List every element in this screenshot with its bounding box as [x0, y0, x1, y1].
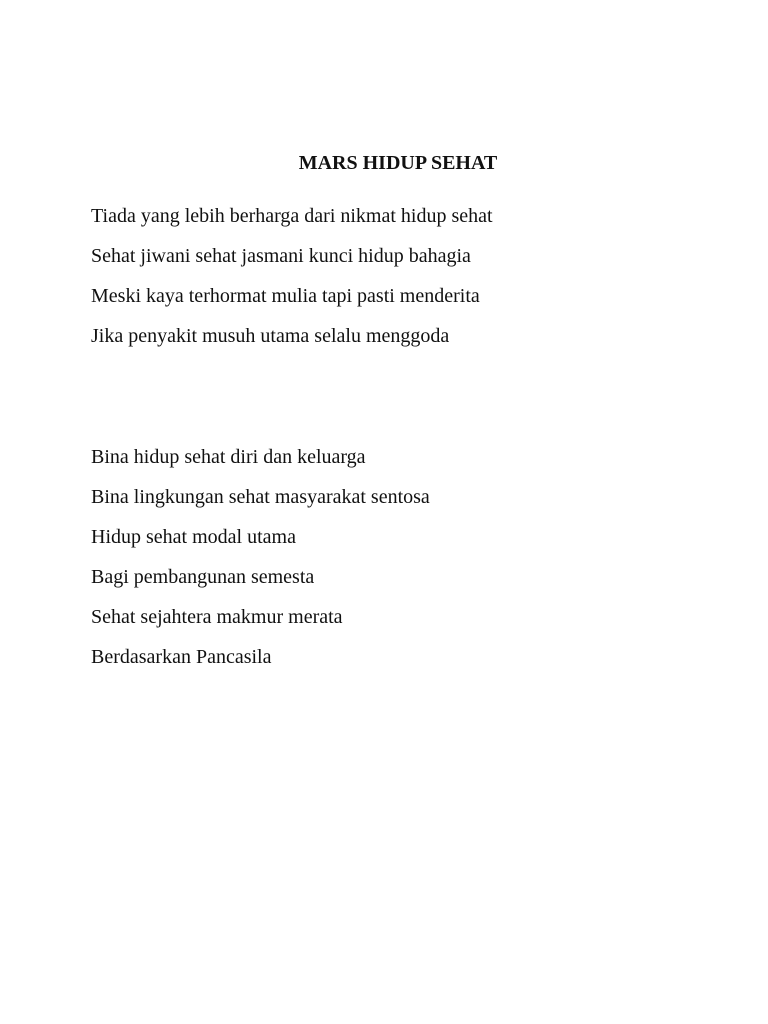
document-title: MARS HIDUP SEHAT: [298, 152, 498, 174]
lyric-line: Sehat jiwani sehat jasmani kunci hidup bahagia: [91, 245, 471, 267]
lyric-line: Meski kaya terhormat mulia tapi pasti menderita: [91, 285, 480, 307]
stanza-2: [91, 437, 430, 677]
lyric-line: Bina lingkungan sehat masyarakat sentosa: [91, 486, 430, 508]
lyric-line: Jika penyakit musuh utama selalu menggoda: [91, 325, 450, 347]
lyric-line: Berdasarkan Pancasila: [91, 646, 272, 668]
lyric-line: Hidup sehat modal utama: [91, 526, 296, 548]
lyric-line: Bagi pembangunan semesta: [91, 566, 315, 588]
stanza-1: [91, 196, 493, 356]
lyric-line: Tiada yang lebih berharga dari nikmat hidup sehat: [91, 205, 493, 227]
lyric-line: Sehat sejahtera makmur merata: [91, 606, 343, 628]
lyric-line: Bina hidup sehat diri dan keluarga: [91, 446, 366, 468]
